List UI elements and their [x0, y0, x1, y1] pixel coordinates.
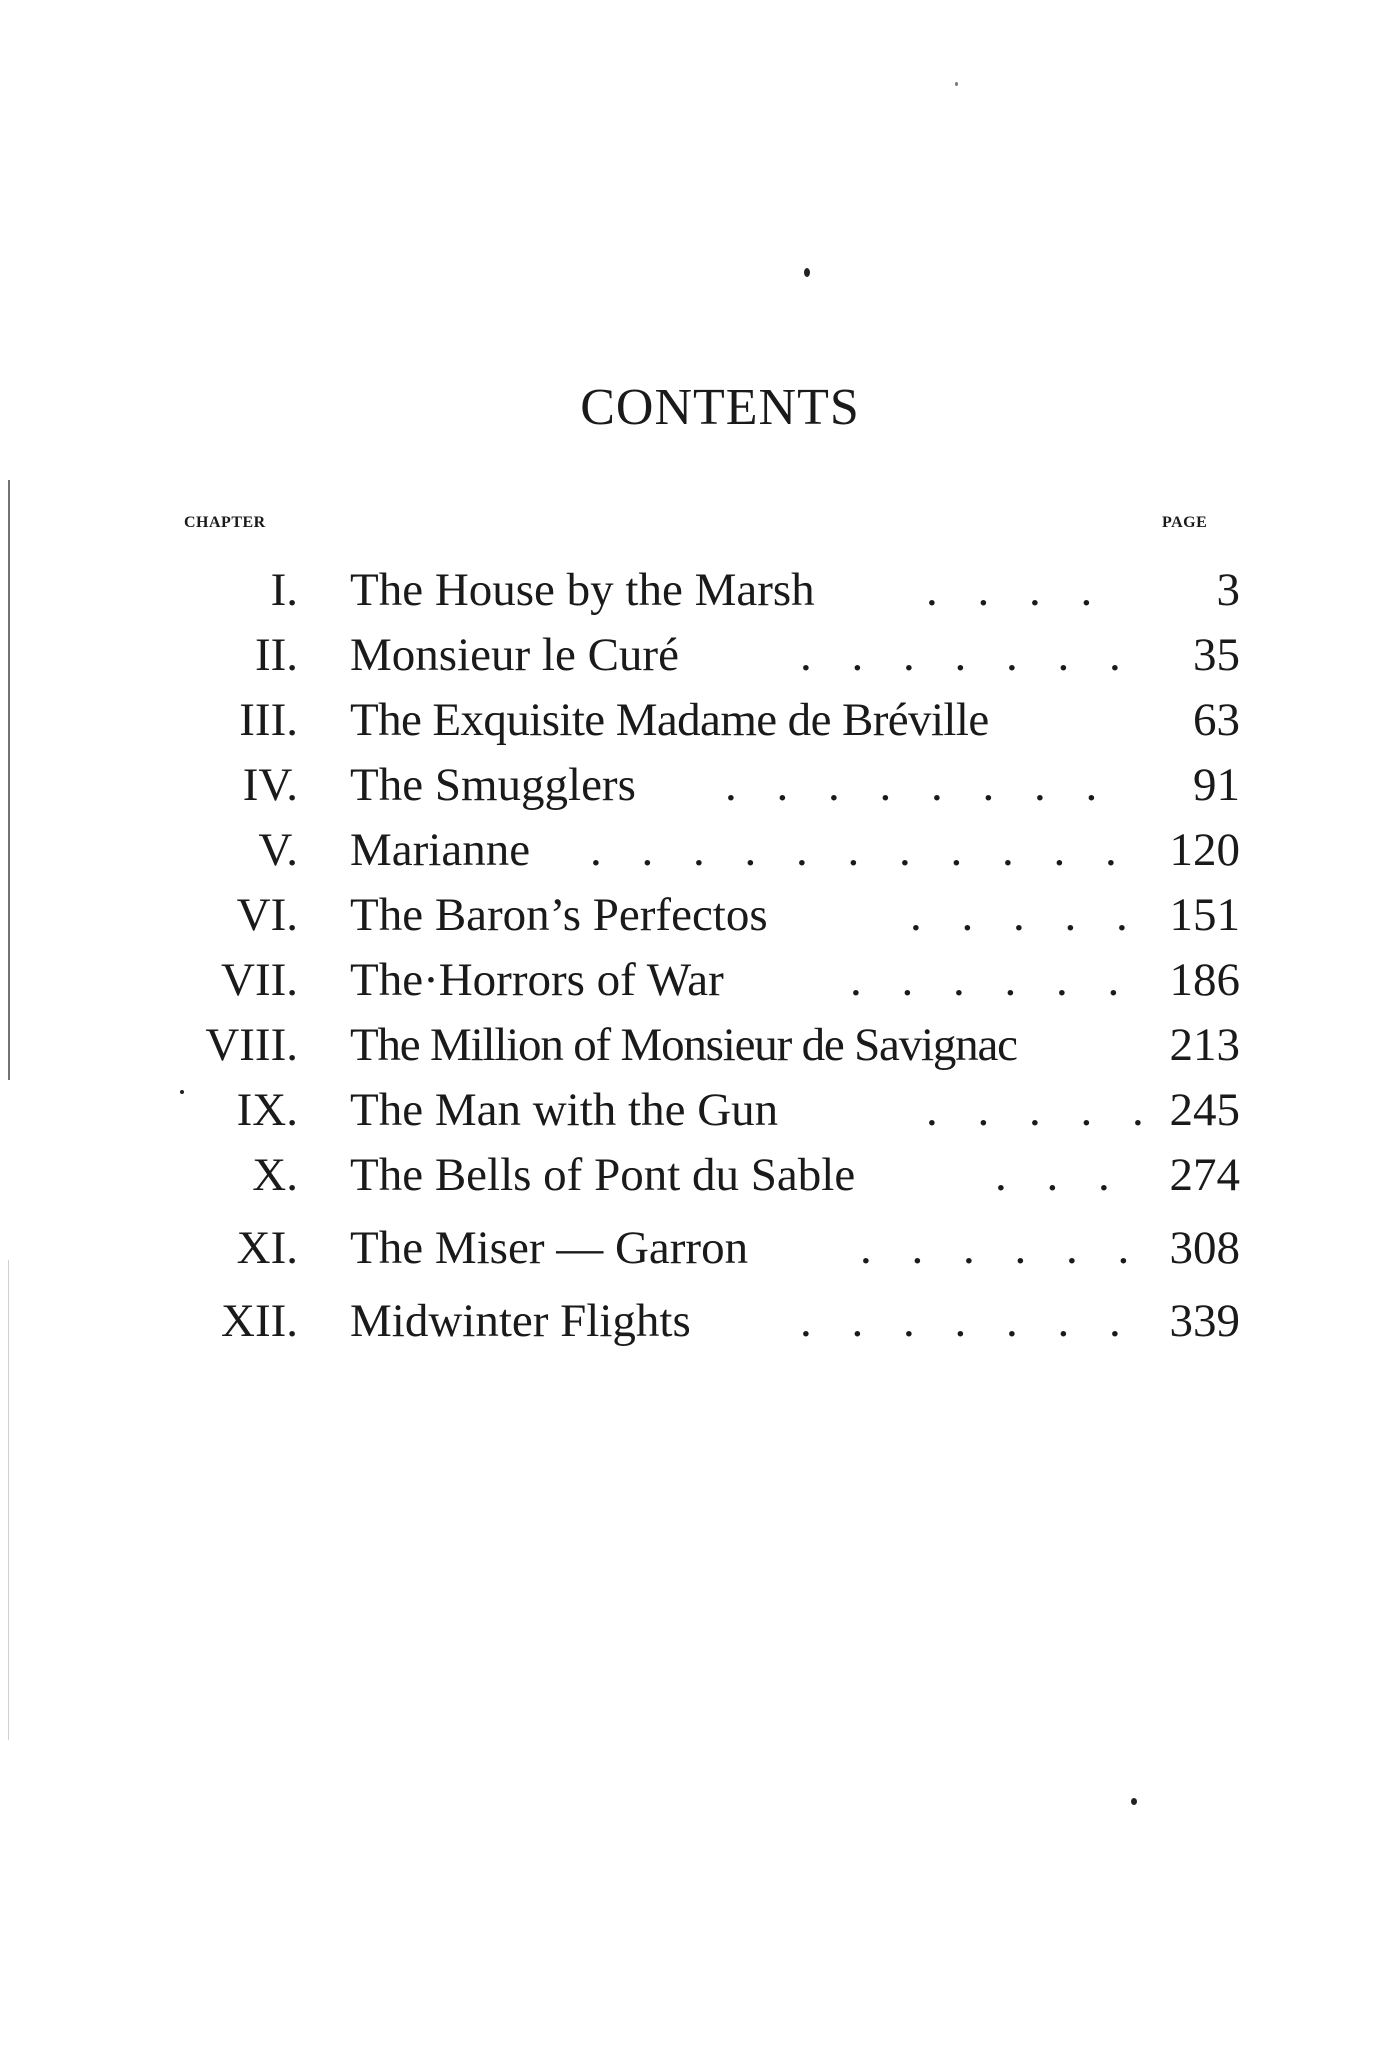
- chapter-number: V.: [258, 824, 298, 876]
- page-number: 308: [1169, 1222, 1240, 1274]
- page-number: 91: [1193, 759, 1240, 811]
- toc-entry: [0, 625, 1378, 685]
- dot-leader: . . . . . .: [860, 1222, 1144, 1274]
- chapter-title: The·Horrors of War: [350, 954, 724, 1006]
- toc-entry: [0, 885, 1378, 945]
- dot-leader: . . .: [995, 1149, 1124, 1201]
- page-number: 213: [1169, 1019, 1240, 1071]
- chapter-column-header: CHAPTER: [184, 514, 266, 531]
- page-number: 151: [1169, 889, 1240, 941]
- chapter-number: III.: [239, 694, 298, 746]
- dot-leader: . . . . . . .: [800, 1295, 1135, 1347]
- chapter-number: IX.: [236, 1084, 298, 1136]
- toc-entry: [0, 1291, 1378, 1351]
- toc-entry: [0, 1015, 1378, 1075]
- toc-entry: [0, 755, 1378, 815]
- dot-leader: . . . . .: [926, 1084, 1158, 1136]
- chapter-title: The Exquisite Madame de Bréville: [350, 694, 989, 746]
- chapter-number: XI.: [236, 1222, 298, 1274]
- page-column-header: PAGE: [1162, 514, 1208, 531]
- toc-entry: [0, 690, 1378, 750]
- chapter-number: VI.: [236, 889, 298, 941]
- chapter-title: The Man with the Gun: [350, 1084, 779, 1136]
- page-number: 186: [1169, 954, 1240, 1006]
- page-number: 63: [1193, 694, 1240, 746]
- contents-heading: CONTENTS: [580, 379, 860, 436]
- dot-leader: . . . . .: [910, 889, 1142, 941]
- page-number: 339: [1169, 1295, 1240, 1347]
- toc-entry: [0, 1145, 1378, 1205]
- chapter-number: I.: [270, 564, 298, 616]
- toc-entry: [0, 950, 1378, 1010]
- page-number: 3: [1216, 564, 1240, 616]
- print-speck: [955, 82, 958, 86]
- dot-leader: . . . . . . .: [800, 629, 1135, 681]
- print-speck: [804, 268, 810, 277]
- chapter-number: XII.: [221, 1295, 298, 1347]
- chapter-title: The Smugglers: [350, 759, 636, 811]
- chapter-number: IV.: [242, 759, 298, 811]
- toc-entry: [0, 1080, 1378, 1140]
- page-number: 274: [1169, 1149, 1240, 1201]
- toc-entry: [0, 820, 1378, 880]
- page-number: 245: [1169, 1084, 1240, 1136]
- dot-leader: . . . .: [926, 564, 1107, 616]
- print-speck: [1131, 1798, 1137, 1805]
- chapter-number: X.: [252, 1149, 298, 1201]
- chapter-title: The House by the Marsh: [350, 564, 815, 616]
- chapter-title: Midwinter Flights: [350, 1295, 691, 1347]
- chapter-number: II.: [254, 629, 298, 681]
- chapter-number: VII.: [221, 954, 298, 1006]
- toc-entry: [0, 560, 1378, 620]
- chapter-title: Monsieur le Curé: [350, 629, 679, 681]
- page-number: 35: [1193, 629, 1240, 681]
- dot-leader: . . . . . . . .: [725, 759, 1112, 811]
- chapter-title: The Baron’s Perfectos: [350, 889, 768, 941]
- page-number: 120: [1169, 824, 1240, 876]
- chapter-title: Marianne: [350, 824, 531, 876]
- dot-leader: . . . . . .: [850, 954, 1134, 1006]
- dot-leader: . . . . . . . . . . .: [590, 824, 1131, 876]
- chapter-number: VIII.: [205, 1019, 298, 1071]
- chapter-title: The Bells of Pont du Sable: [350, 1149, 856, 1201]
- chapter-title: The Miser — Garron: [350, 1222, 749, 1274]
- toc-entry: [0, 1218, 1378, 1278]
- chapter-title: The Million of Monsieur de Savignac: [350, 1019, 1017, 1071]
